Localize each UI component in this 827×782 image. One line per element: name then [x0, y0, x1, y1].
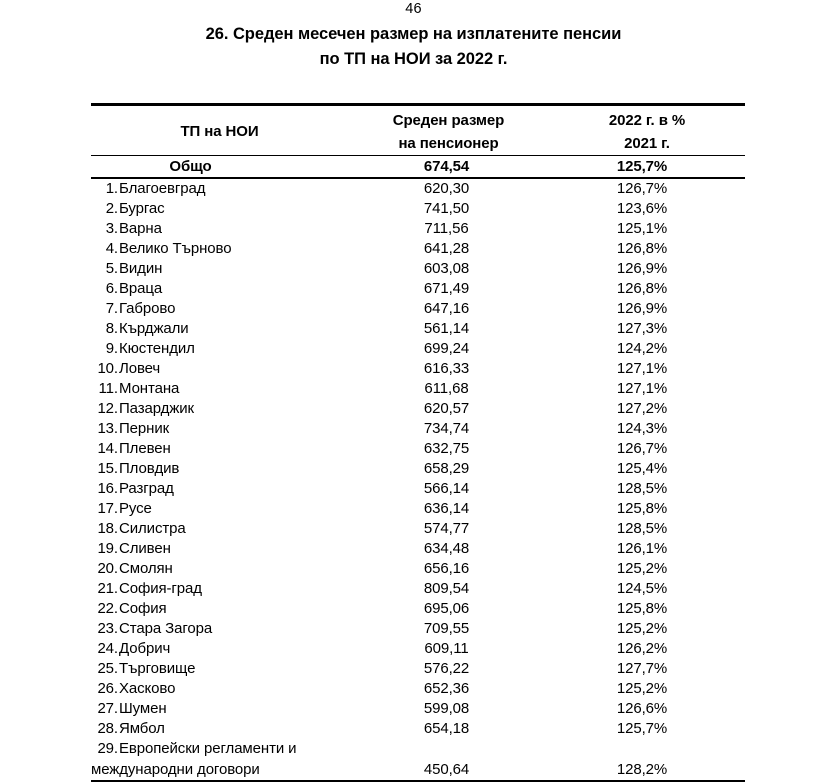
row-percent: 124,2% [549, 339, 745, 359]
table-row [91, 199, 745, 219]
table-row [91, 379, 745, 399]
row-name: Видин [118, 260, 162, 277]
row-average-size: 671,49 [348, 279, 549, 299]
row-name: Смолян [118, 560, 173, 577]
row-label [91, 479, 348, 499]
row-name: Търговище [118, 660, 195, 677]
row-average-size: 620,57 [348, 399, 549, 419]
column-header-office: ТП на НОИ [91, 105, 348, 156]
table-row [91, 439, 745, 459]
row-index: 4. [91, 239, 118, 259]
row-name: Разград [118, 480, 174, 497]
row-percent: 127,1% [549, 359, 745, 379]
table-row [91, 679, 745, 699]
row-index: 23. [91, 619, 118, 639]
table-row [91, 599, 745, 619]
row-index: 15. [91, 459, 118, 479]
table-row [91, 479, 745, 499]
row-name: Стара Загора [118, 620, 212, 637]
table-body [91, 156, 745, 782]
row-index: 24. [91, 639, 118, 659]
row-index: 5. [91, 259, 118, 279]
row-average-size: 709,55 [348, 619, 549, 639]
row-label [91, 239, 348, 259]
row-percent: 125,8% [549, 499, 745, 519]
row-average-size: 561,14 [348, 319, 549, 339]
row-label [91, 579, 348, 599]
row-average-size: 566,14 [348, 479, 549, 499]
row-label [91, 679, 348, 699]
row-label [91, 199, 348, 219]
row-percent: 127,1% [549, 379, 745, 399]
row-name: Русе [118, 500, 152, 517]
table-row [91, 399, 745, 419]
row-name: Бургас [118, 200, 165, 217]
table-header-row [91, 105, 745, 156]
table-row [91, 239, 745, 259]
row-index: 8. [91, 319, 118, 339]
row-index: 21. [91, 579, 118, 599]
column-header-percent-line-2: 2021 г. [549, 132, 745, 155]
row-average-size: 620,30 [348, 178, 549, 199]
row-percent: 123,6% [549, 199, 745, 219]
row-average-size: 450,64 [348, 759, 549, 781]
row-average-size: 652,36 [348, 679, 549, 699]
row-average-size: 574,77 [348, 519, 549, 539]
row-label [91, 559, 348, 579]
page-title-line-2: по ТП на НОИ за 2022 г. [0, 47, 827, 72]
row-index: 6. [91, 279, 118, 299]
row-percent: 127,3% [549, 319, 745, 339]
row-name: Сливен [118, 540, 171, 557]
row-index: 1. [91, 179, 118, 199]
row-percent: 126,2% [549, 639, 745, 659]
row-average-size: 634,48 [348, 539, 549, 559]
row-label [91, 739, 348, 759]
row-average-size: 741,50 [348, 199, 549, 219]
row-average-size: 603,08 [348, 259, 549, 279]
row-index: 22. [91, 599, 118, 619]
row-index: 7. [91, 299, 118, 319]
row-percent: 125,4% [549, 459, 745, 479]
row-name: София-град [118, 580, 202, 597]
row-percent: 125,7% [549, 719, 745, 739]
page-number: 46 [0, 1, 827, 18]
table-row [91, 219, 745, 239]
row-label [91, 319, 348, 339]
table-row [91, 519, 745, 539]
row-percent: 126,6% [549, 699, 745, 719]
row-name-line-1: Европейски регламенти и [118, 740, 296, 757]
row-index: 12. [91, 399, 118, 419]
row-average-size: 654,18 [348, 719, 549, 739]
table-row [91, 579, 745, 599]
table-row [91, 719, 745, 739]
row-label [91, 499, 348, 519]
row-percent: 126,9% [549, 259, 745, 279]
row-name: Хасково [118, 680, 175, 697]
row-name: Велико Търново [118, 240, 231, 257]
row-label [91, 259, 348, 279]
row-index: 26. [91, 679, 118, 699]
row-percent: 125,2% [549, 559, 745, 579]
row-name: Шумен [118, 700, 167, 717]
table-row-continuation [91, 759, 745, 781]
row-index: 9. [91, 339, 118, 359]
row-percent-empty [549, 739, 745, 759]
total-percent: 125,7% [549, 156, 745, 179]
row-label [91, 659, 348, 679]
row-average-size: 711,56 [348, 219, 549, 239]
row-label [91, 399, 348, 419]
row-label [91, 439, 348, 459]
column-header-average-size [348, 105, 549, 156]
row-label [91, 339, 348, 359]
table-row [91, 279, 745, 299]
row-label [91, 459, 348, 479]
row-label [91, 519, 348, 539]
row-percent: 124,5% [549, 579, 745, 599]
table-header [91, 105, 745, 156]
row-percent: 125,2% [549, 679, 745, 699]
row-name: Пловдив [118, 460, 179, 477]
row-average-size: 809,54 [348, 579, 549, 599]
page-title-line-1: 26. Среден месечен размер на изплатените пенсии [206, 25, 622, 43]
row-index: 3. [91, 219, 118, 239]
row-label [91, 279, 348, 299]
row-name: Пазарджик [118, 400, 194, 417]
table-row [91, 499, 745, 519]
row-average-size: 576,22 [348, 659, 549, 679]
row-name: Добрич [118, 640, 170, 657]
row-percent: 127,7% [549, 659, 745, 679]
row-percent: 128,5% [549, 519, 745, 539]
row-index: 11. [91, 379, 118, 399]
row-label [91, 178, 348, 199]
row-label [91, 539, 348, 559]
row-name: Силистра [118, 520, 186, 537]
column-header-percent [549, 105, 745, 156]
row-index: 29. [91, 739, 118, 759]
row-percent: 126,9% [549, 299, 745, 319]
row-label [91, 219, 348, 239]
row-name: Благоевград [118, 180, 205, 197]
row-name: Плевен [118, 440, 171, 457]
table-row [91, 559, 745, 579]
page-title [0, 22, 827, 72]
row-name-line-2: международни договори [91, 759, 348, 781]
row-percent: 126,7% [549, 178, 745, 199]
table-row [91, 339, 745, 359]
row-index: 28. [91, 719, 118, 739]
table-row [91, 299, 745, 319]
total-label: Общо [91, 156, 348, 179]
row-index: 14. [91, 439, 118, 459]
total-average-size: 674,54 [348, 156, 549, 179]
row-index: 13. [91, 419, 118, 439]
table-row [91, 539, 745, 559]
column-header-percent-line-1: 2022 г. в % [549, 108, 745, 132]
row-label [91, 619, 348, 639]
row-index: 16. [91, 479, 118, 499]
row-percent: 128,5% [549, 479, 745, 499]
row-percent: 125,2% [549, 619, 745, 639]
table-row-total [91, 156, 745, 179]
pensions-table [91, 103, 745, 782]
row-name: Кърджали [118, 320, 189, 337]
row-average-size: 656,16 [348, 559, 549, 579]
row-average-size: 599,08 [348, 699, 549, 719]
row-label [91, 419, 348, 439]
row-name: Варна [118, 220, 162, 237]
table-row [91, 619, 745, 639]
row-average-size: 609,11 [348, 639, 549, 659]
table-row [91, 639, 745, 659]
table-row [91, 359, 745, 379]
row-average-size: 647,16 [348, 299, 549, 319]
row-index: 2. [91, 199, 118, 219]
table-row [91, 739, 745, 759]
row-percent: 125,8% [549, 599, 745, 619]
row-average-size: 632,75 [348, 439, 549, 459]
row-name: Габрово [118, 300, 175, 317]
row-index: 17. [91, 499, 118, 519]
row-percent: 126,8% [549, 239, 745, 259]
row-average-size: 636,14 [348, 499, 549, 519]
row-label [91, 699, 348, 719]
row-label [91, 299, 348, 319]
row-average-size: 641,28 [348, 239, 549, 259]
row-name: Монтана [118, 380, 179, 397]
row-index: 10. [91, 359, 118, 379]
row-name: Враца [118, 280, 162, 297]
row-name: Ловеч [118, 360, 160, 377]
table-row [91, 319, 745, 339]
row-index: 27. [91, 699, 118, 719]
row-average-size: 695,06 [348, 599, 549, 619]
pensions-table-container [91, 103, 745, 782]
row-average-size-empty [348, 739, 549, 759]
row-percent: 126,1% [549, 539, 745, 559]
row-percent: 124,3% [549, 419, 745, 439]
column-header-average-size-line-1: Среден размер [348, 108, 549, 132]
row-index: 18. [91, 519, 118, 539]
row-name: Перник [118, 420, 169, 437]
row-index: 19. [91, 539, 118, 559]
row-index: 20. [91, 559, 118, 579]
row-index: 25. [91, 659, 118, 679]
row-label [91, 599, 348, 619]
row-percent: 125,1% [549, 219, 745, 239]
row-average-size: 658,29 [348, 459, 549, 479]
row-label [91, 379, 348, 399]
row-percent: 128,2% [549, 759, 745, 781]
row-average-size: 734,74 [348, 419, 549, 439]
row-label [91, 639, 348, 659]
table-row [91, 419, 745, 439]
row-average-size: 611,68 [348, 379, 549, 399]
row-percent: 126,8% [549, 279, 745, 299]
row-name: Ямбол [118, 720, 165, 737]
row-label [91, 359, 348, 379]
table-row [91, 659, 745, 679]
row-percent: 127,2% [549, 399, 745, 419]
row-average-size: 616,33 [348, 359, 549, 379]
row-name: София [118, 600, 167, 617]
column-header-average-size-line-2: на пенсионер [348, 132, 549, 155]
table-row [91, 259, 745, 279]
table-row [91, 459, 745, 479]
row-average-size: 699,24 [348, 339, 549, 359]
row-label [91, 719, 348, 739]
row-percent: 126,7% [549, 439, 745, 459]
row-name: Кюстендил [118, 340, 195, 357]
table-row [91, 699, 745, 719]
table-row [91, 178, 745, 199]
